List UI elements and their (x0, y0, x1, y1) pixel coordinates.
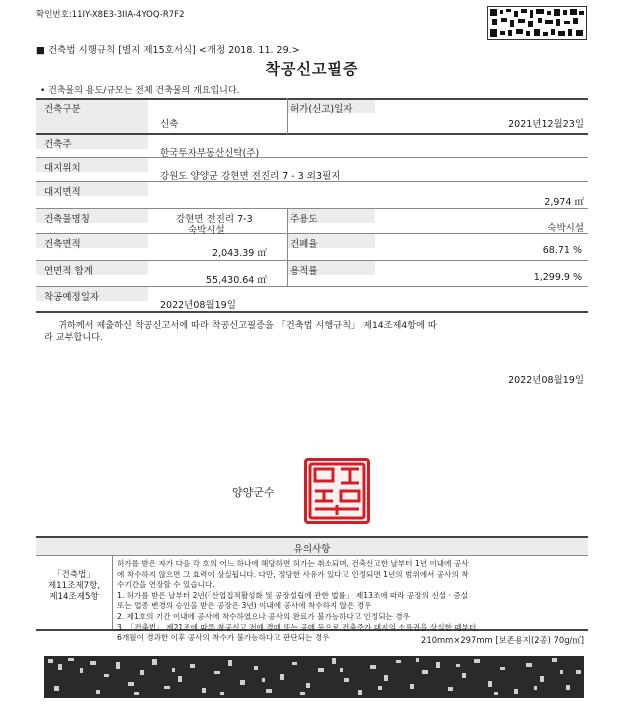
coverage-ratio-value: 68.71 % (542, 245, 582, 256)
permit-date-value: 2021년12월23일 (508, 119, 584, 130)
issuance-statement-line2: 라 교부합니다. (44, 332, 104, 343)
notice-line: 1. 허가를 받은 날부터 2년(「산업집적활성화 및 공장설립에 관한 법률」 제13조에 따라 공장의 신설 · 증설 (117, 590, 469, 600)
site-area-value: 2,974 ㎡ (544, 197, 584, 208)
notice-title: 유의사항 (293, 544, 331, 555)
intro-note: • 건축물의 용도/규모는 전체 건축물의 개요입니다. (40, 86, 240, 96)
barcode-icon (44, 656, 584, 698)
owner-value: 한국투자부동산신탁(주) (160, 148, 260, 159)
start-date-value: 2022년08월19일 (160, 300, 236, 311)
page-title: 착공신고필증 (265, 60, 359, 78)
notice-line: 허가를 받은 자가 다음 각 호의 어느 하나에 해당하면 허가는 취소되며, 건축신고한 날부터 1년 이내에 공사 (117, 559, 469, 568)
main-use-label: 주용도 (290, 214, 318, 225)
form-reference: ■ 건축법 시행규칙 [별지 제15호서식] <개정 2018. 11. 29.> (36, 45, 300, 56)
issue-date: 2022년08월19일 (508, 375, 584, 386)
start-date-label: 착공예정일자 (44, 292, 100, 303)
qr-code-icon (487, 6, 587, 40)
issuance-statement-line1: 귀하께서 제출하신 착공신고서에 따라 착공신고필증을 「건축법 시행규칙」 제14조제4항에 따 (58, 320, 437, 331)
floor-area-ratio-value: 1,299.9 % (533, 272, 582, 283)
build-type-value: 신축 (160, 119, 179, 130)
notice-line: 수기간을 연장할 수 있습니다. (117, 580, 215, 590)
building-name-line1: 강현면 전진리 7-3 (176, 214, 253, 225)
law-reference-line1: 「건축법」 (52, 570, 96, 580)
building-area-value: 2,043.39 ㎡ (212, 248, 267, 259)
paper-spec: 210mm×297mm [보존용지(2종) 70g/㎡] (421, 635, 584, 645)
notice-text (117, 559, 583, 644)
official-seal (304, 458, 370, 524)
main-use-value: 숙박시설 (547, 223, 584, 234)
build-type-label: 건축구분 (44, 104, 81, 115)
law-reference-line2: 제11조제7항, (47, 581, 101, 591)
building-name-label: 건축물명칭 (44, 214, 90, 225)
law-reference (36, 570, 112, 603)
site-area-label: 대지면적 (44, 187, 81, 198)
issuer-name: 양양군수 (232, 486, 275, 499)
permit-date-label: 허가(신고)일자 (290, 104, 353, 115)
floor-area-ratio-label: 용적률 (290, 266, 318, 277)
site-value: 강원도 양양군 강현면 전진리 7 - 3 외3필지 (160, 171, 341, 182)
notice-line: 3. 「건축법」 제21조에 따른 착공신고 전에 경매 또는 공매 등으로 건축주가 대지의 소유권을 상실한 때부터 (117, 622, 477, 632)
notice-line: 2. 제1호의 기간 이내에 공사에 착수하였으나 공사의 완료가 불가능하다고 인정되는 경우 (117, 611, 410, 621)
site-label: 대지위치 (44, 163, 81, 174)
owner-label: 건축주 (44, 139, 72, 150)
law-reference-line3: 제14조제5항 (49, 592, 99, 602)
coverage-ratio-label: 건폐율 (290, 239, 318, 250)
total-floor-area-value: 55,430.64 ㎡ (206, 275, 267, 286)
notice-line: 또는 업종 변경의 승인을 받은 공장은 3년) 이내에 공사에 착수하지 않은 경우 (117, 601, 372, 611)
notice-line: 에 착수하지 않으면 그 효력이 상실됩니다. 다만, 정당한 사유가 있다고 인정되면 1년의 범위에서 공사의 착 (117, 569, 469, 579)
document-serial: 확인번호:11IY-X8E3-3IIA-4YOQ-R7F2 (36, 10, 185, 20)
notice-line: 6개월이 경과한 이후 공사의 착수가 불가능하다고 판단되는 경우 (117, 633, 330, 643)
building-area-label: 건축면적 (44, 239, 81, 250)
building-name-line2: 숙박시설 (188, 225, 225, 236)
total-floor-area-label: 연면적 합계 (44, 266, 93, 277)
